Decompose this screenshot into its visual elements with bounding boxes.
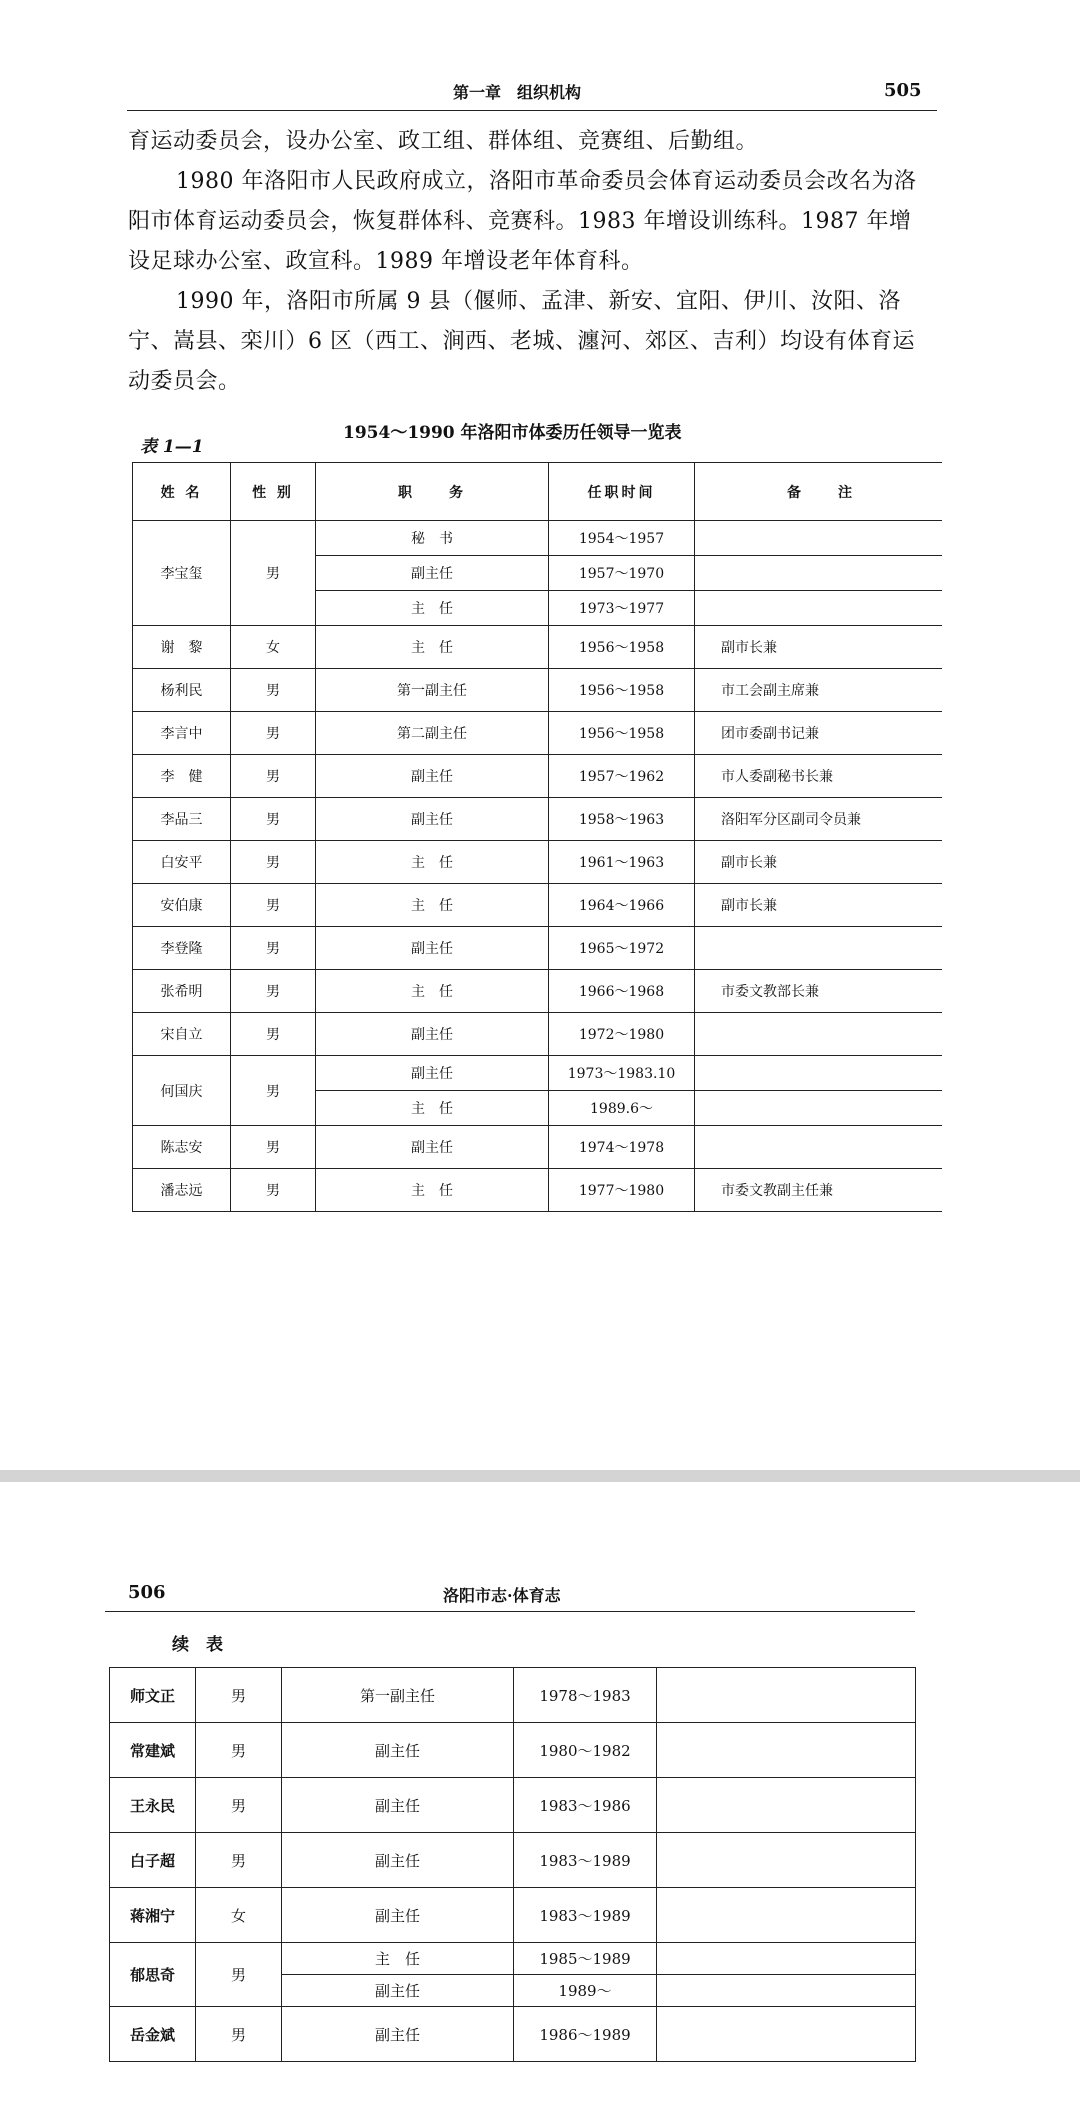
leader-gender: 男	[231, 798, 316, 841]
leader-name: 陈志安	[133, 1126, 231, 1169]
leader-name: 岳金斌	[110, 2007, 196, 2062]
post-period: 1965～1972	[549, 927, 695, 970]
table-header-row	[133, 463, 948, 521]
post-title: 副主任	[282, 1723, 514, 1778]
leaders-table-continued	[109, 1667, 916, 2062]
table-row	[110, 1833, 916, 1888]
leader-gender: 男	[231, 521, 316, 626]
table-row	[133, 669, 948, 712]
post-note	[657, 1975, 916, 2007]
post-note	[657, 2007, 916, 2062]
table-row	[133, 927, 948, 970]
paragraph-2: 1980 年洛阳市人民政府成立，洛阳市革命委员会体育运动委员会改名为洛阳市体育运动委员会，恢复群体科、竞赛科。1983 年增设训练科。1987 年增设足球办公室、政宣科。1989 年增设老年体育科。	[128, 169, 917, 274]
leader-gender: 男	[231, 884, 316, 927]
post-note	[695, 1056, 948, 1091]
leader-name: 李登隆	[133, 927, 231, 970]
post-title: 第二副主任	[316, 712, 549, 755]
leader-name: 潘志远	[133, 1169, 231, 1212]
table-row	[110, 1723, 916, 1778]
post-note	[657, 1778, 916, 1833]
leader-name: 张希明	[133, 970, 231, 1013]
post-period: 1986～1989	[514, 2007, 657, 2062]
leader-gender: 男	[196, 1943, 282, 2007]
leader-name: 李品三	[133, 798, 231, 841]
post-title: 副主任	[282, 1975, 514, 2007]
page-number: 506	[128, 1582, 166, 1603]
leader-name: 谢 黎	[133, 626, 231, 669]
leader-name: 郁思奇	[110, 1943, 196, 2007]
leader-gender: 女	[231, 626, 316, 669]
table-row	[133, 970, 948, 1013]
post-period: 1957～1962	[549, 755, 695, 798]
post-note: 市委文教部长兼	[695, 970, 948, 1013]
leader-gender: 男	[231, 970, 316, 1013]
post-period: 1956～1958	[549, 626, 695, 669]
post-note: 市人委副秘书长兼	[695, 755, 948, 798]
post-title: 第一副主任	[282, 1668, 514, 1723]
post-period: 1956～1958	[549, 669, 695, 712]
header-rule	[105, 1611, 915, 1612]
leader-name: 李 健	[133, 755, 231, 798]
post-period: 1972～1980	[549, 1013, 695, 1056]
column-header: 任职时间	[549, 463, 695, 521]
table-row	[133, 1126, 948, 1169]
post-period: 1973～1983.10	[549, 1056, 695, 1091]
table-row	[133, 1013, 948, 1056]
post-period: 1954～1957	[549, 521, 695, 556]
leader-gender: 男	[231, 1056, 316, 1126]
page-separator	[0, 1470, 1080, 1482]
post-period: 1956～1958	[549, 712, 695, 755]
table-title: 1954～1990 年洛阳市体委历任领导一览表	[343, 423, 682, 443]
post-period: 1958～1963	[549, 798, 695, 841]
scan-edge-mask	[942, 455, 962, 1275]
post-note	[657, 1888, 916, 1943]
leader-gender: 男	[196, 1723, 282, 1778]
post-title: 主 任	[316, 591, 549, 626]
post-period: 1983～1989	[514, 1833, 657, 1888]
leader-gender: 男	[231, 669, 316, 712]
post-period: 1957～1970	[549, 556, 695, 591]
table-row	[133, 626, 948, 669]
post-title: 主 任	[316, 1091, 549, 1126]
leader-gender: 男	[231, 841, 316, 884]
leaders-table	[132, 462, 948, 1212]
post-note: 洛阳军分区副司令员兼	[695, 798, 948, 841]
leader-gender: 男	[231, 755, 316, 798]
continued-label: 续 表	[172, 1635, 223, 1655]
leader-name: 王永民	[110, 1778, 196, 1833]
table-row	[133, 1056, 948, 1091]
post-period: 1983～1989	[514, 1888, 657, 1943]
leader-name: 白子超	[110, 1833, 196, 1888]
post-title: 副主任	[316, 1013, 549, 1056]
post-title: 副主任	[282, 1888, 514, 1943]
leader-name: 白安平	[133, 841, 231, 884]
post-note	[695, 1126, 948, 1169]
leader-gender: 男	[231, 927, 316, 970]
post-period: 1966～1968	[549, 970, 695, 1013]
body-text	[128, 122, 918, 402]
chapter-header: 第一章 组织机构	[453, 83, 582, 102]
table-row	[110, 1668, 916, 1723]
leader-gender: 女	[196, 1888, 282, 1943]
post-title: 主 任	[316, 1169, 549, 1212]
post-title: 副主任	[316, 1056, 549, 1091]
table-row	[133, 712, 948, 755]
post-title: 副主任	[316, 755, 549, 798]
table-row	[133, 1169, 948, 1212]
table-row	[110, 1888, 916, 1943]
leader-gender: 男	[231, 1013, 316, 1056]
table-row	[133, 798, 948, 841]
post-note	[695, 927, 948, 970]
leader-name: 何国庆	[133, 1056, 231, 1126]
table-row	[110, 1778, 916, 1833]
post-note	[695, 1013, 948, 1056]
post-note: 市委文教副主任兼	[695, 1169, 948, 1212]
table-row	[133, 841, 948, 884]
post-period: 1978～1983	[514, 1668, 657, 1723]
post-note	[695, 556, 948, 591]
post-note	[657, 1943, 916, 1975]
table-row	[133, 755, 948, 798]
post-note: 副市长兼	[695, 841, 948, 884]
leader-gender: 男	[196, 2007, 282, 2062]
post-period: 1961～1963	[549, 841, 695, 884]
post-note: 副市长兼	[695, 626, 948, 669]
leader-name: 李言中	[133, 712, 231, 755]
paragraph-1: 育运动委员会，设办公室、政工组、群体组、竞赛组、后勤组。	[128, 129, 759, 154]
post-period: 1985～1989	[514, 1943, 657, 1975]
column-header: 备 注	[695, 463, 948, 521]
post-title: 副主任	[316, 556, 549, 591]
post-note: 市工会副主席兼	[695, 669, 948, 712]
post-title: 副主任	[316, 1126, 549, 1169]
post-title: 副主任	[282, 1833, 514, 1888]
column-header: 姓 名	[133, 463, 231, 521]
post-note	[657, 1833, 916, 1888]
post-note	[695, 591, 948, 626]
post-period: 1983～1986	[514, 1778, 657, 1833]
post-title: 副主任	[282, 2007, 514, 2062]
leader-gender: 男	[231, 1169, 316, 1212]
leader-gender: 男	[196, 1778, 282, 1833]
post-period: 1973～1977	[549, 591, 695, 626]
table-row	[110, 2007, 916, 2062]
leader-name: 杨利民	[133, 669, 231, 712]
post-title: 第一副主任	[316, 669, 549, 712]
post-period: 1989～	[514, 1975, 657, 2007]
post-title: 秘 书	[316, 521, 549, 556]
table-row	[133, 884, 948, 927]
book-title: 洛阳市志·体育志	[443, 1586, 561, 1605]
leader-name: 蒋湘宁	[110, 1888, 196, 1943]
post-title: 主 任	[316, 841, 549, 884]
post-note	[695, 521, 948, 556]
page-number: 505	[884, 80, 922, 101]
post-title: 主 任	[282, 1943, 514, 1975]
post-note	[695, 1091, 948, 1126]
post-period: 1977～1980	[549, 1169, 695, 1212]
leader-name: 常建斌	[110, 1723, 196, 1778]
post-period: 1989.6～	[549, 1091, 695, 1126]
post-note: 副市长兼	[695, 884, 948, 927]
leader-name: 师文正	[110, 1668, 196, 1723]
column-header: 职 务	[316, 463, 549, 521]
post-note: 团市委副书记兼	[695, 712, 948, 755]
leader-gender: 男	[196, 1833, 282, 1888]
post-title: 主 任	[316, 884, 549, 927]
leader-name: 李宝玺	[133, 521, 231, 626]
post-period: 1964～1966	[549, 884, 695, 927]
column-header: 性 别	[231, 463, 316, 521]
post-note	[657, 1668, 916, 1723]
post-title: 主 任	[316, 970, 549, 1013]
leader-gender: 男	[231, 1126, 316, 1169]
post-note	[657, 1723, 916, 1778]
post-title: 副主任	[316, 927, 549, 970]
header-rule	[127, 110, 937, 111]
post-period: 1980～1982	[514, 1723, 657, 1778]
post-period: 1974～1978	[549, 1126, 695, 1169]
post-title: 主 任	[316, 626, 549, 669]
leader-gender: 男	[231, 712, 316, 755]
leader-name: 宋自立	[133, 1013, 231, 1056]
table-row	[133, 521, 948, 556]
table-row	[110, 1943, 916, 1975]
leader-name: 安伯康	[133, 884, 231, 927]
leader-gender: 男	[196, 1668, 282, 1723]
post-title: 副主任	[282, 1778, 514, 1833]
post-title: 副主任	[316, 798, 549, 841]
table-label: 表 1—1	[140, 437, 204, 457]
paragraph-3: 1990 年，洛阳市所属 9 县（偃师、孟津、新安、宜阳、伊川、汝阳、洛宁、嵩县、栾川）6 区（西工、涧西、老城、瀍河、郊区、吉利）均设有体育运动委员会。	[128, 289, 915, 394]
